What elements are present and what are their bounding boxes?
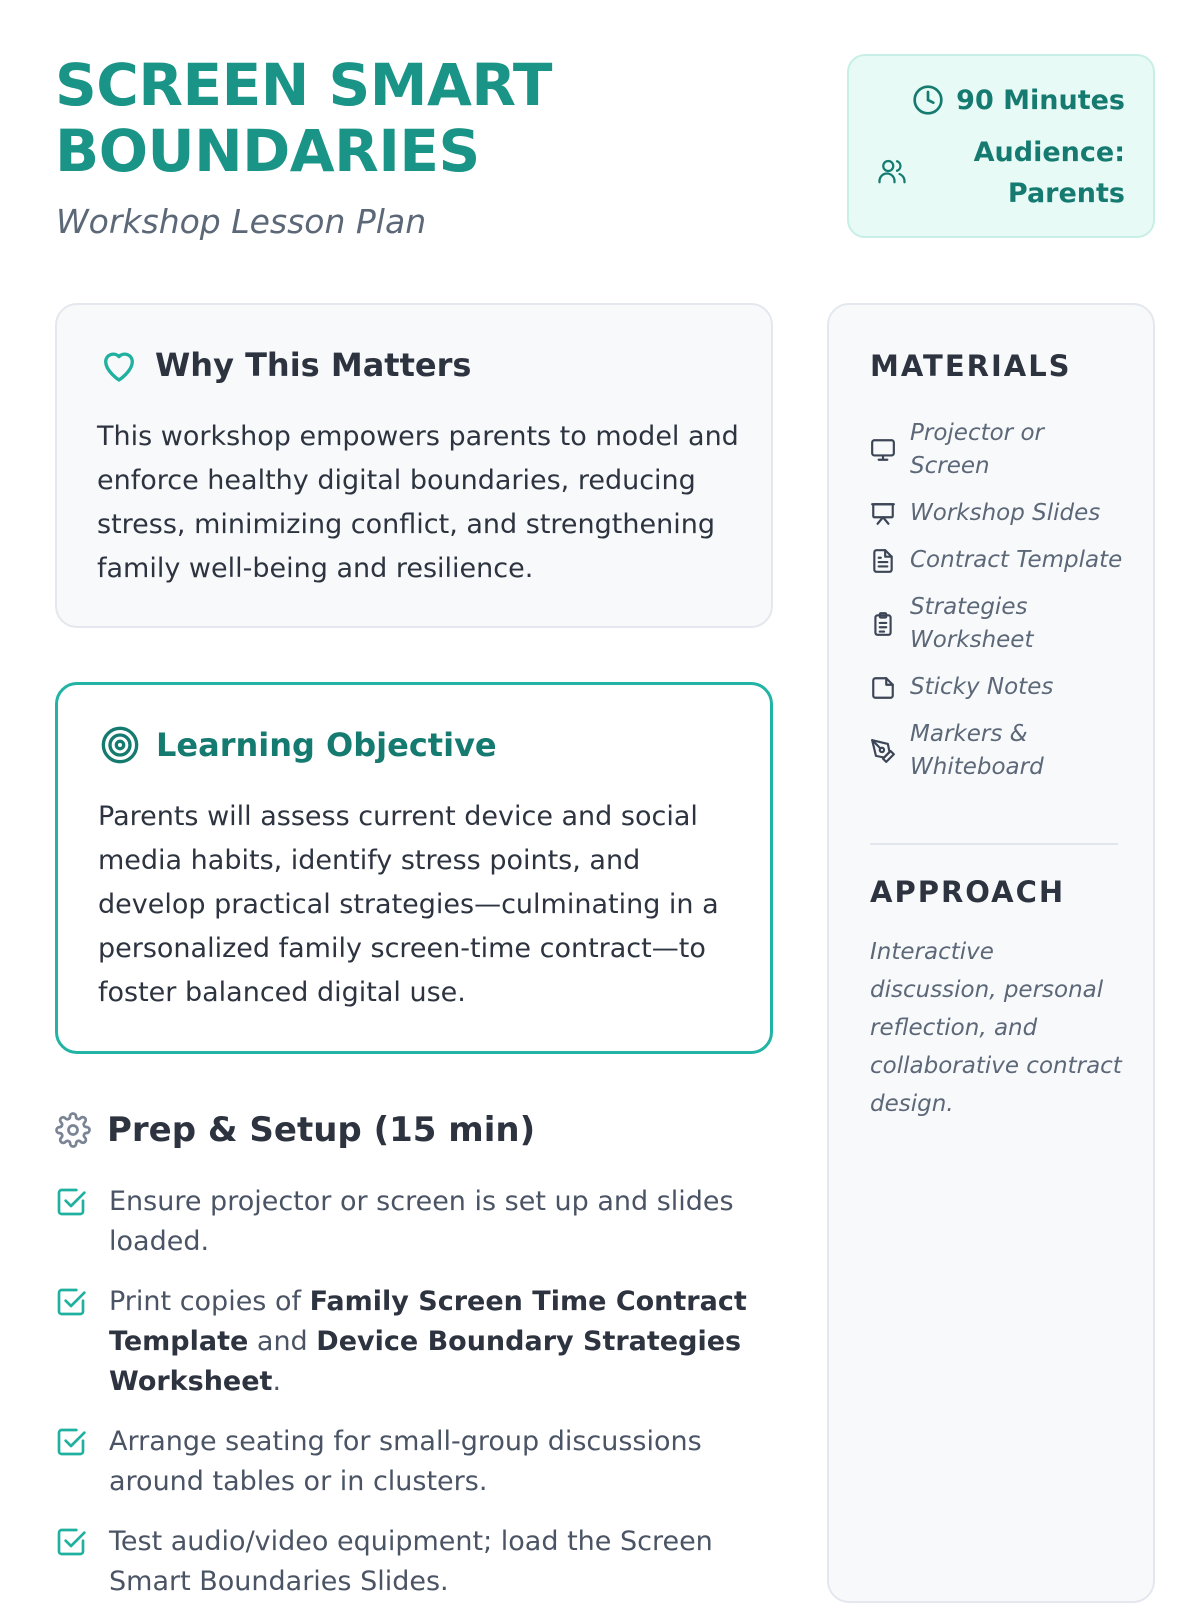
- sidebar: [827, 303, 1155, 1603]
- prep-heading: Prep & Setup (15 min): [107, 1110, 536, 1150]
- material-item: Sticky Notes: [870, 671, 1130, 704]
- audience: [974, 132, 1125, 214]
- list-item: [55, 1182, 765, 1262]
- audience-label: Audience:: [973, 137, 1125, 168]
- material-item: Strategies Worksheet: [870, 591, 1130, 657]
- objective-heading: Learning Objective: [156, 726, 497, 764]
- prep-checklist: [55, 1182, 765, 1622]
- divider: [870, 843, 1118, 845]
- prep-item-text: Arrange seating for small-group discussions around tables or in clusters.: [109, 1426, 702, 1497]
- monitor-icon: [870, 437, 896, 463]
- heart-icon: [99, 345, 139, 385]
- why-heading: Why This Matters: [155, 346, 472, 384]
- marker-icon: [870, 738, 896, 764]
- clock-icon: [912, 84, 944, 116]
- materials-list: [870, 417, 1130, 798]
- material-item: Contract Template: [870, 544, 1130, 577]
- material-item: Projector or Screen: [870, 417, 1130, 483]
- prep-item-text: Test audio/video equipment; load the Screen Smart Boundaries Slides.: [109, 1526, 713, 1597]
- prep-heading-row: [55, 1110, 535, 1150]
- why-heading-row: [99, 345, 471, 385]
- page-title: SCREEN SMART BOUNDARIES: [55, 51, 552, 185]
- presentation-icon: [870, 501, 896, 527]
- list-item: [55, 1422, 765, 1502]
- objective-heading-row: [100, 725, 497, 765]
- material-item: Markers & Whiteboard: [870, 718, 1130, 784]
- duration: [912, 84, 1125, 116]
- objective-body: Parents will assess current device and social media habits, identify stress points, and develop practical strategies—culminating in a personalized family screen-time contract—to foster balanced digital use.: [98, 801, 719, 1008]
- users-icon: [877, 156, 907, 186]
- material-item: Workshop Slides: [870, 497, 1130, 530]
- sticky-note-icon: [870, 675, 896, 701]
- list-item: [55, 1522, 765, 1602]
- materials-heading: MATERIALS: [870, 349, 1072, 383]
- approach-body: Interactive discussion, personal reflection, and collaborative contract design.: [870, 939, 1122, 1117]
- prep-item-text: Ensure projector or screen is set up and slides loaded.: [109, 1186, 734, 1257]
- clipboard-icon: [870, 611, 896, 637]
- check-square-icon: [55, 1286, 87, 1402]
- why-body: This workshop empowers parents to model and enforce healthy digital boundaries, reducing stress, minimizing conflict, and strengthening family well-being and resilience.: [97, 421, 739, 584]
- check-square-icon: [55, 1426, 87, 1502]
- list-item: [55, 1282, 765, 1402]
- check-square-icon: [55, 1526, 87, 1602]
- check-square-icon: [55, 1186, 87, 1262]
- document-icon: [870, 548, 896, 574]
- gear-icon: [55, 1112, 91, 1148]
- learning-objective-card: [55, 682, 773, 1054]
- page-subtitle: Workshop Lesson Plan: [56, 202, 427, 241]
- why-this-matters-card: [55, 303, 773, 628]
- duration-text: 90 Minutes: [956, 84, 1125, 116]
- session-info-box: [847, 54, 1155, 238]
- approach-heading: APPROACH: [870, 875, 1066, 909]
- target-icon: [100, 725, 140, 765]
- audience-value: Parents: [1007, 178, 1125, 209]
- prep-item-text: Print copies of Family Screen Time Contract Template and Device Boundary Strategies Worksheet.: [109, 1286, 747, 1397]
